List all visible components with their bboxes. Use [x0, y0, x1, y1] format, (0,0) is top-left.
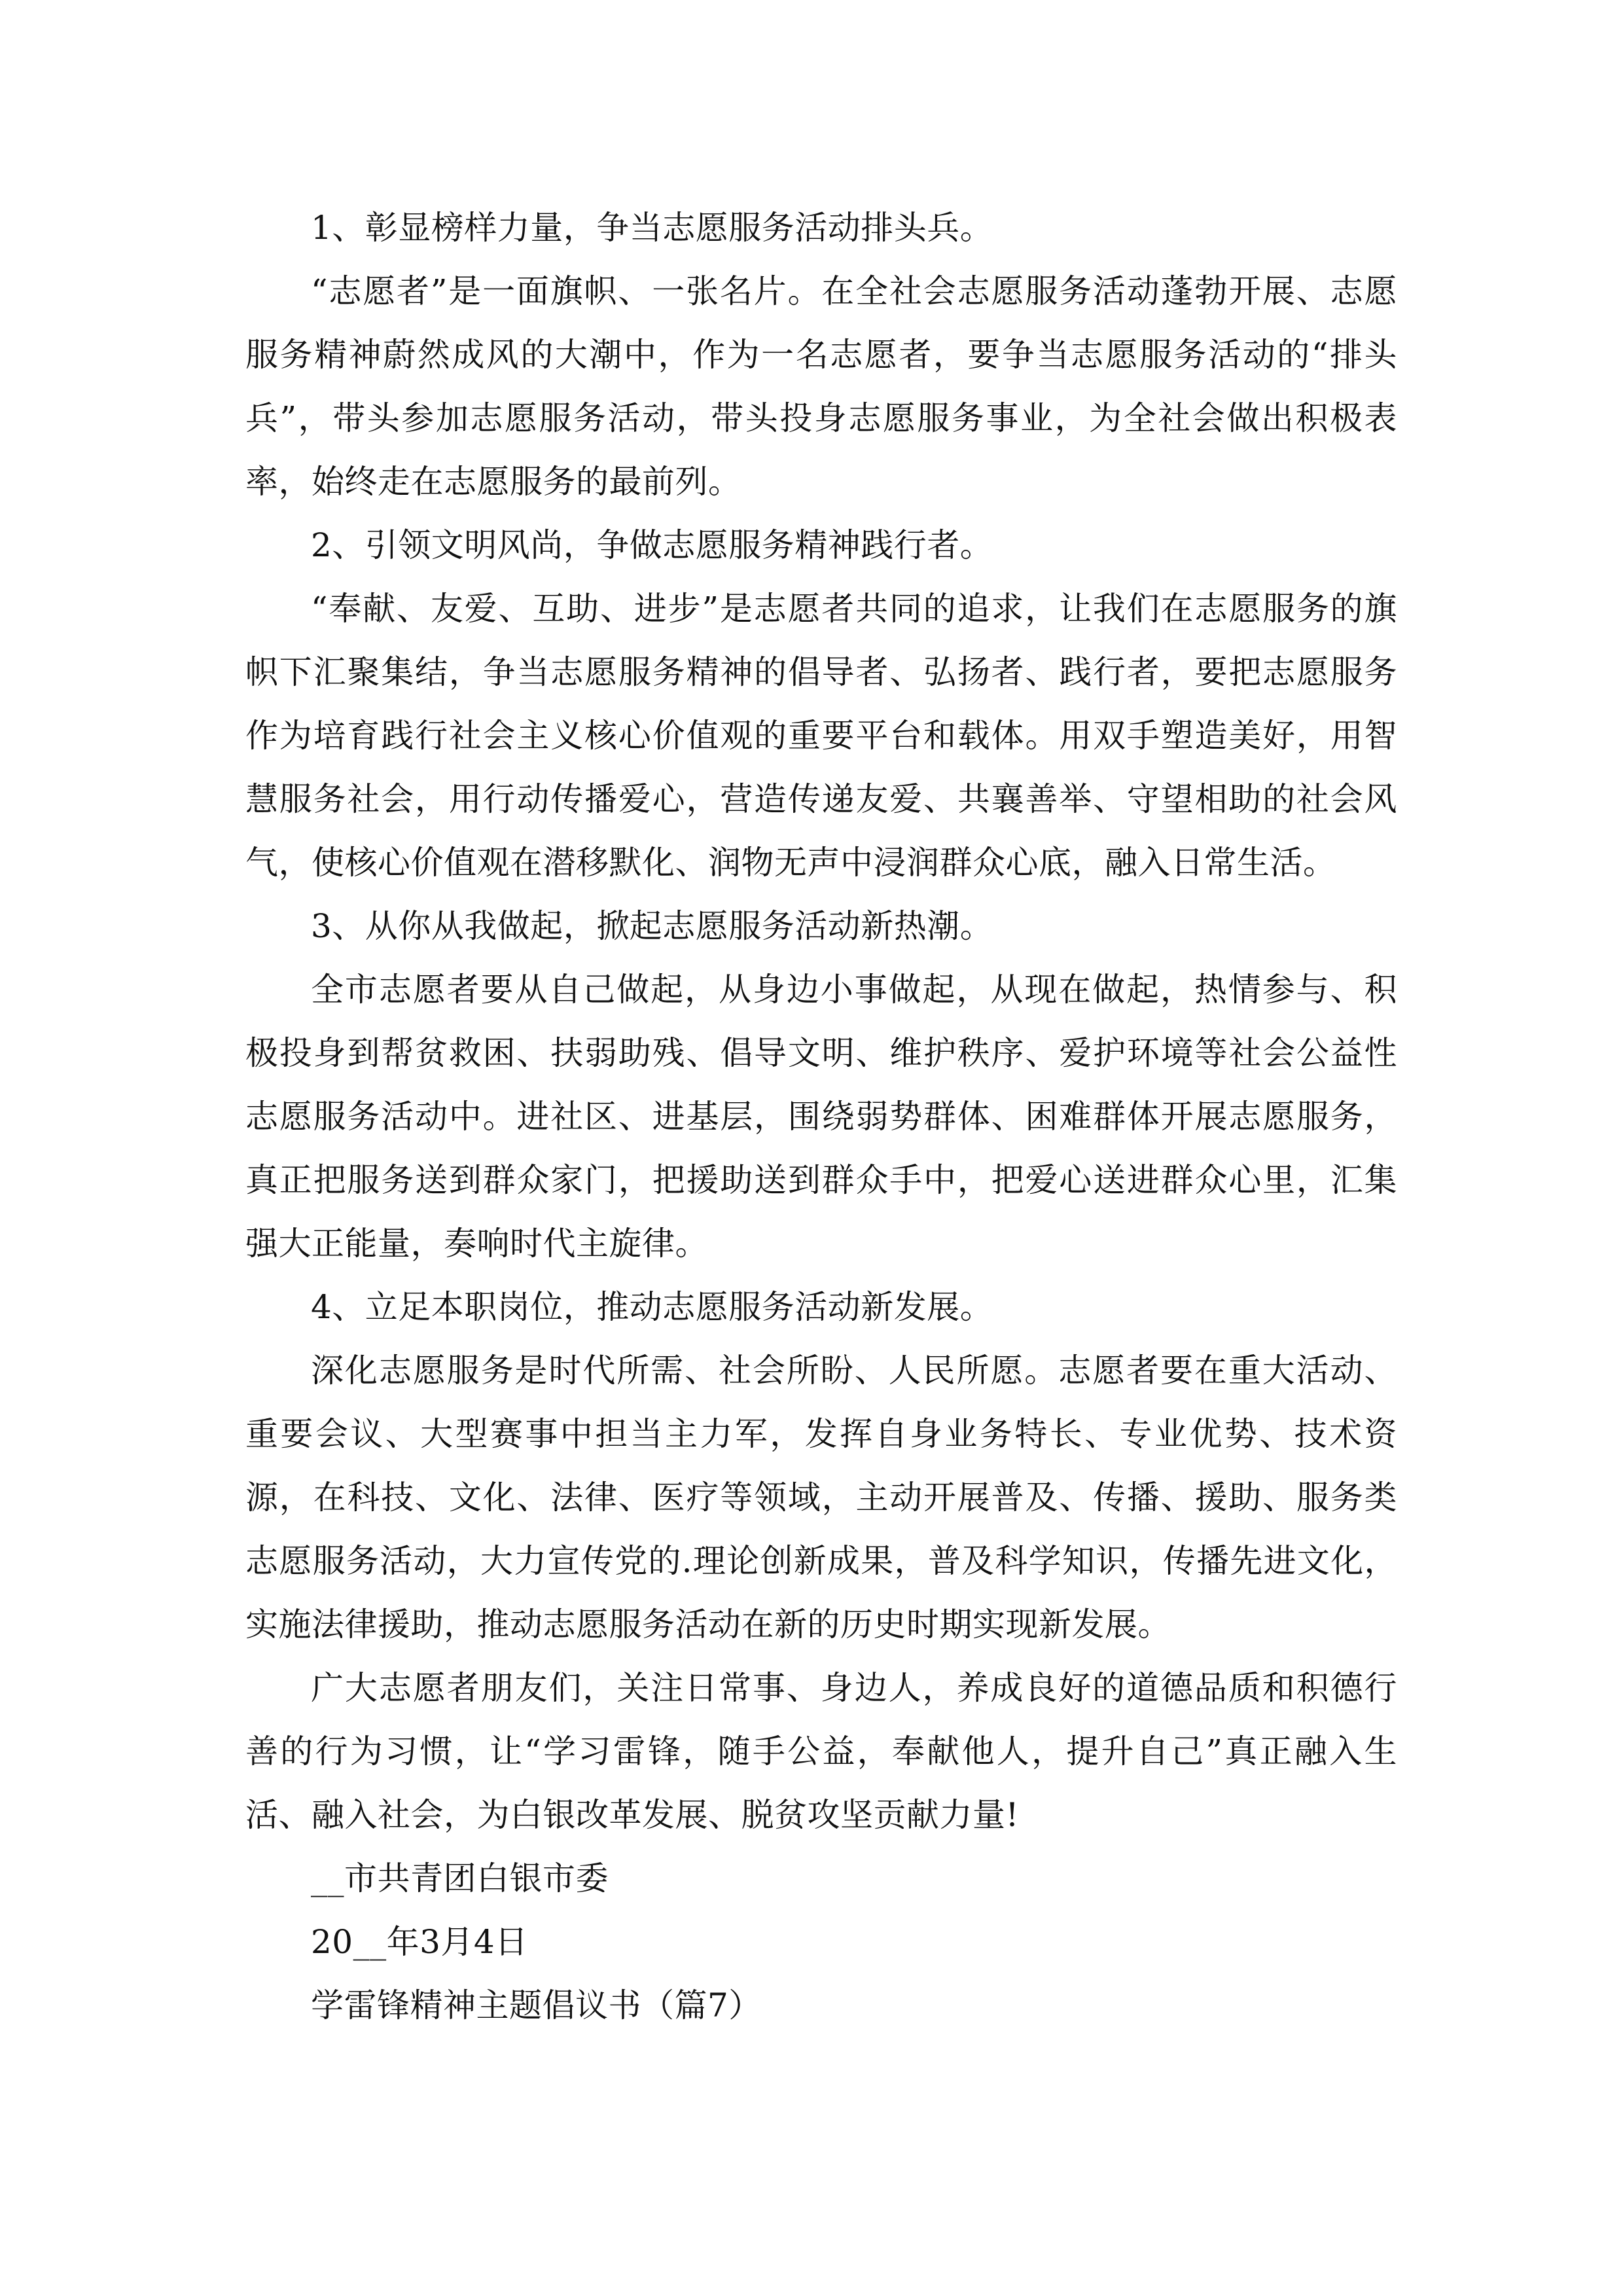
body-paragraph-3: 全市志愿者要从自己做起，从身边小事做起，从现在做起，热情参与、积极投身到帮贫救困、扶弱助残、倡导文明、维护秩序、爱护环境等社会公益性志愿服务活动中。进社区、进基层，围绕弱势群体、困难群体开展志愿服务，真正把服务送到群众家门，把援助送到群众手中，把爱心送进群众心里，汇集强大正能量，奏响时代主旋律。 [245, 971, 1397, 1263]
next-section-title: 学雷锋精神主题倡议书（篇7） [311, 1986, 762, 2024]
section-heading-3: 3、从你从我做起，掀起志愿服务活动新热潮。 [311, 907, 993, 945]
signature-date: 20__年3月4日 [311, 1923, 528, 1961]
section-heading-1: 1、彰显榜样力量，争当志愿服务活动排头兵。 [311, 209, 993, 247]
signature-organization: __市共青团白银市委 [311, 1859, 609, 1897]
document-body [245, 196, 1397, 2037]
body-paragraph-1: “志愿者”是一面旗帜、一张名片。在全社会志愿服务活动蓬勃开展、志愿服务精神蔚然成风的大潮中，作为一名志愿者，要争当志愿服务活动的“排头兵”，带头参加志愿服务活动，带头投身志愿服务事业，为全社会做出积极表率，始终走在志愿服务的最前列。 [245, 272, 1397, 501]
closing-paragraph: 广大志愿者朋友们，关注日常事、身边人，养成良好的道德品质和积德行善的行为习惯，让“学习雷锋，随手公益，奉献他人，提升自己”真正融入生活、融入社会，为白银改革发展、脱贫攻坚贡献力量! [245, 1669, 1397, 1834]
section-heading-4: 4、立足本职岗位，推动志愿服务活动新发展。 [311, 1288, 993, 1326]
body-paragraph-2: “奉献、友爱、互助、进步”是志愿者共同的追求，让我们在志愿服务的旗帜下汇聚集结，争当志愿服务精神的倡导者、弘扬者、践行者，要把志愿服务作为培育践行社会主义核心价值观的重要平台和载体。用双手塑造美好，用智慧服务社会，用行动传播爱心，营造传递友爱、共襄善举、守望相助的社会风气，使核心价值观在潜移默化、润物无声中浸润群众心底，融入日常生活。 [245, 590, 1397, 882]
section-heading-2: 2、引领文明风尚，争做志愿服务精神践行者。 [311, 526, 993, 564]
body-paragraph-4: 深化志愿服务是时代所需、社会所盼、人民所愿。志愿者要在重大活动、重要会议、大型赛事中担当主力军，发挥自身业务特长、专业优势、技术资源，在科技、文化、法律、医疗等领域，主动开展普及、传播、援助、服务类志愿服务活动，大力宣传党的.理论创新成果，普及科学知识，传播先进文化，实施法律援助，推动志愿服务活动在新的历史时期实现新发展。 [245, 1352, 1397, 1643]
